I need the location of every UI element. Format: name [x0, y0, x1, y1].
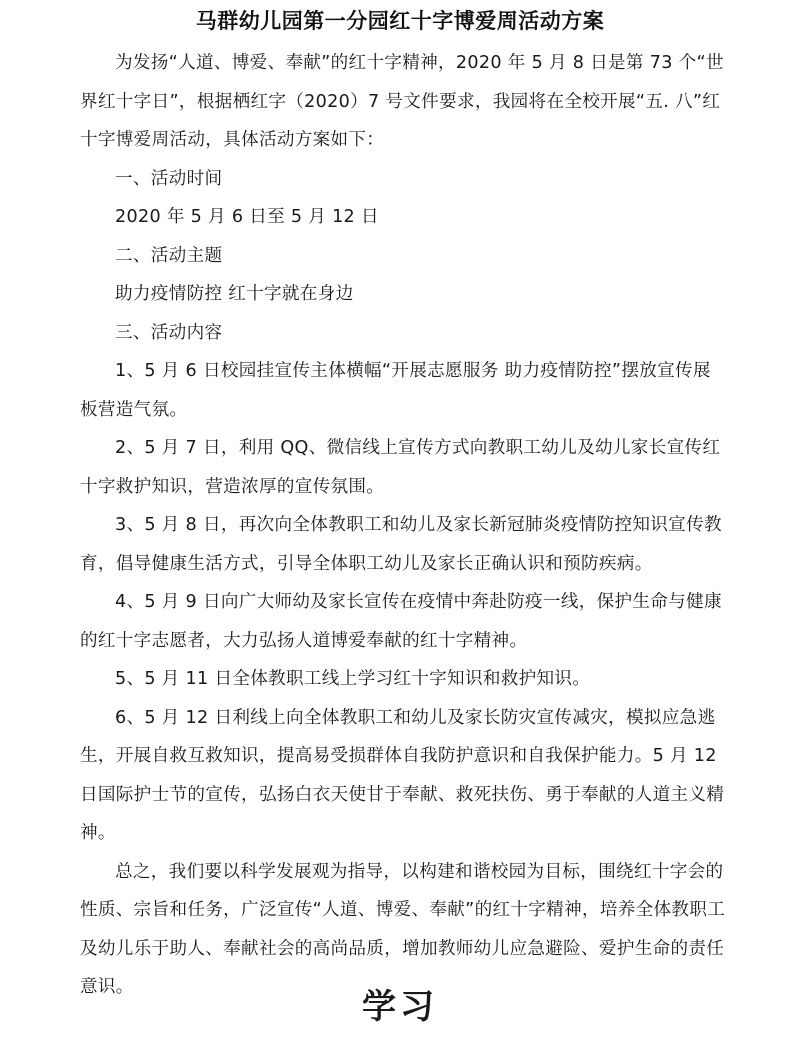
document-title: 马群幼儿园第一分园红十字博爱周活动方案 [195, 9, 605, 33]
section-heading-theme: 二、活动主题 [115, 245, 223, 266]
list-item: 6、5 月 12 日利线上向全体教职工和幼儿及家长防灾宣传减灾，模拟应急逃生，开展自救互救知识，提高易受损群体自我防护意识和自我保护能力。5 月 12 日国际护士节的宣传，弘扬白衣天使甘于奉献、救死扶伤、勇于奉献的人道主义精神。 [80, 707, 725, 843]
list-item: 2、5 月 7 日，利用 QQ、微信线上宣传方式向教职工幼儿及幼儿家长宣传红十字救护知识，营造浓厚的宣传氛围。 [80, 438, 721, 497]
list-item: 1、5 月 6 日校园挂宣传主体横幅“开展志愿服务 助力疫情防控”摆放宣传展板营造气氛。 [80, 361, 711, 420]
section-heading-content: 三、活动内容 [115, 322, 223, 343]
list-item: 3、5 月 8 日，再次向全体教职工和幼儿及家长新冠肺炎疫情防控知识宣传教育，倡导健康生活方式，引导全体职工幼儿及家长正确认识和预防疾病。 [80, 515, 722, 574]
section-heading-time: 一、活动时间 [115, 168, 223, 189]
document-body [80, 44, 728, 1007]
section-content-theme: 助力疫情防控 红十字就在身边 [115, 284, 354, 304]
list-item: 4、5 月 9 日向广大师幼及家长宣传在疫情中奔赴防疫一线，保护生命与健康的红十字志愿者，大力弘扬人道博爱奉献的红十字精神。 [80, 592, 722, 651]
section-content-time: 2020 年 5 月 6 日至 5 月 12 日 [115, 207, 379, 227]
list-item: 5、5 月 11 日全体教职工线上学习红十字知识和救护知识。 [115, 669, 591, 689]
conclusion-paragraph: 总之，我们要以科学发展观为指导，以构建和谐校园为目标，围绕红十字会的性质、宗旨和任务，广泛宣传“人道、博爱、奉献”的红十字精神，培养全体教职工及幼儿乐于助人、奉献社会的高尚品质，增加教师幼儿应急避险、爱护生命的责任意识。 [80, 861, 726, 997]
footer-label: 学习 [362, 987, 438, 1027]
intro-paragraph: 为发扬“人道、博爱、奉献”的红十字精神，2020 年 5 月 8 日是第 73 个“世界红十字日”，根据栖红字（2020）7 号文件要求，我园将在全校开展“五. 八”红十字博爱周活动，具体活动方案如下： [80, 53, 724, 150]
